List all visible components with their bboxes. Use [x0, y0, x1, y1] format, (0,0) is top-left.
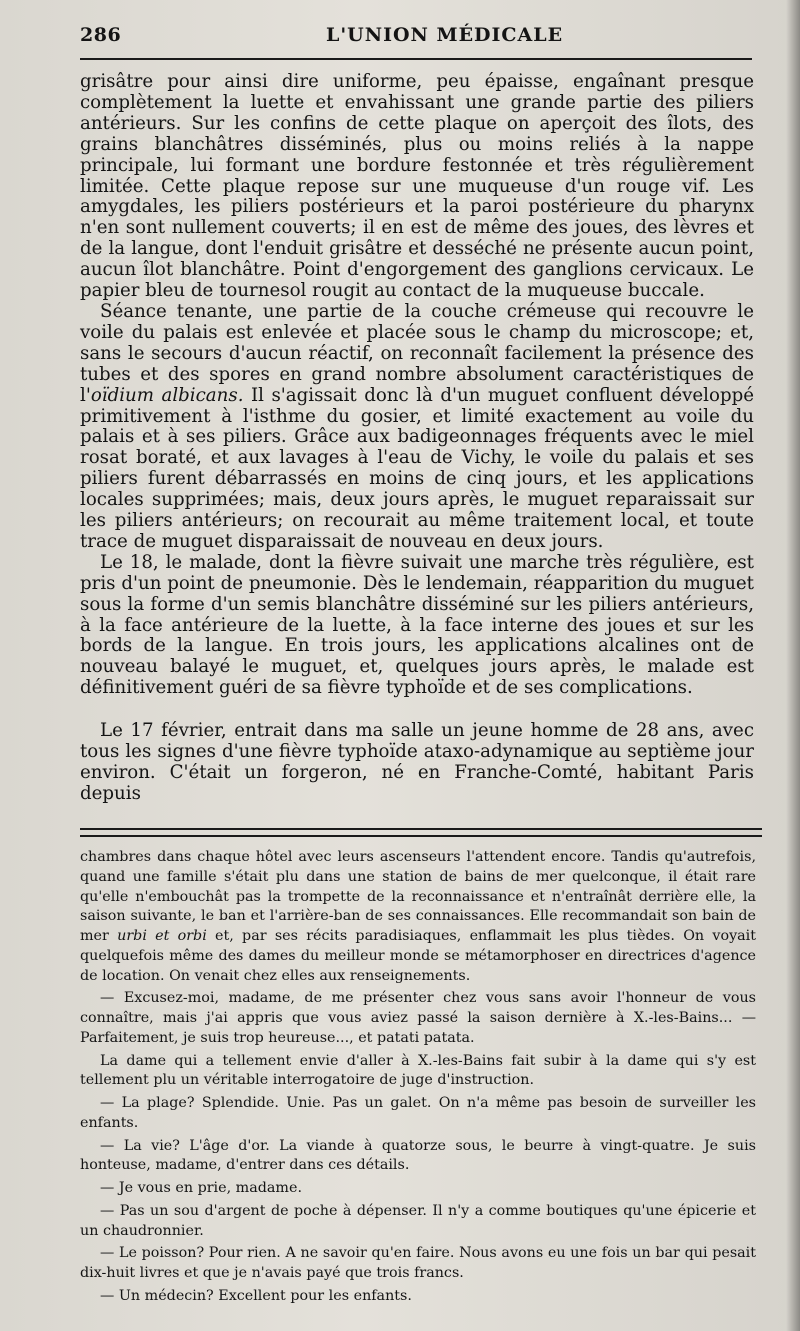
feuilleton-separator: [80, 828, 762, 837]
main-paragraph-1: grisâtre pour ainsi dire uniforme, peu épaisse, engaînant presque complètement la luette et envahissant une grande partie des piliers antérieurs. Sur les confins de cette plaque on aperçoit des îlots, des grains blanchâtres disséminés, plus ou moins reliés à la nappe principale, lui formant une bordure festonnée et très régulièrement limitée. Cette plaque repose sur une muqueuse d'un rouge vif. Les amygdales, les piliers postérieurs et la paroi postérieure du pharynx n'en sont nullement couverts; il en est de même des joues, des lèvres et de la langue, dont l'enduit grisâtre et desséché ne présente aucun point, aucun îlot blanchâtre. Point d'engorgement des ganglions cervicaux. Le papier bleu de tournesol rougit au contact de la muqueuse buccale.: [80, 71, 754, 302]
feuilleton-paragraph-1-italic: urbi et orbi: [117, 928, 207, 944]
feuilleton-paragraph-1: [80, 848, 756, 986]
page-number: 286: [80, 24, 122, 46]
feuilleton-paragraph-7: — Pas un sou d'argent de poche à dépenser. Il n'y a comme boutiques qu'une épicerie et un chaudronnier.: [80, 1202, 756, 1239]
main-paragraph-2-text-cont: Il s'agissait donc là d'un muguet confluent développé primitivement à l'isthme du gosier, et limité exactement au voile du palais et à ses piliers. Grâce aux badigeonnages fréquents avec le miel rosat boraté, et aux lavages à l'eau de Vichy, le voile du palais et ses piliers furent débarrassés en moins de cinq jours, et les applications locales supprimées; mais, deux jours après, le muguet reparaissait sur les piliers antérieurs; on recourait au même traitement local, et toute trace de muguet disparaissait de nouveau en deux jours.: [80, 384, 754, 552]
feuilleton-paragraph-1-text-cont: et, par ses récits paradisiaques, enflammait les plus tièdes. On voyait quelquefois même des dames du meilleur monde se métamorphoser en directrices d'agence de location. On venait chez elles aux renseignements.: [80, 928, 756, 984]
header-rule: [80, 58, 752, 60]
page-edge-shadow: [786, 0, 800, 1331]
running-title: L'UNION MÉDICALE: [326, 24, 564, 46]
feuilleton-paragraph-4: — La plage? Splendide. Unie. Pas un galet. On n'a même pas besoin de surveiller les enfants.: [80, 1095, 756, 1131]
feuilleton-paragraph-8: — Le poisson? Pour rien. A ne savoir qu'en faire. Nous avons eu une fois un bar qui pesait dix-huit livres et que je n'avais payé que trois francs.: [80, 1245, 756, 1281]
feuilleton-paragraph-9: — Un médecin? Excellent pour les enfants.: [100, 1287, 412, 1304]
main-paragraph-4: Le 17 février, entrait dans ma salle un jeune homme de 28 ans, avec tous les signes d'une fièvre typhoïde ataxo-adynamique au septième jour environ. C'était un forgeron, né en Franche-Comté, habitant Paris depuis: [80, 720, 754, 804]
feuilleton-section: [80, 848, 756, 1307]
page-header: [80, 18, 760, 54]
feuilleton-paragraph-3: La dame qui a tellement envie d'aller à X.-les-Bains fait subir à la dame qui s'y est tellement plu un véritable interrogatoire de juge d'instruction.: [80, 1052, 756, 1089]
feuilleton-paragraph-5: — La vie? L'âge d'or. La viande à quatorze sous, le beurre à vingt-quatre. Je suis honteuse, madame, d'entrer dans ces détails.: [80, 1137, 756, 1174]
feuilleton-paragraph-2: — Excusez-moi, madame, de me présenter chez vous sans avoir l'honneur de vous connaître, mais j'ai appris que vous aviez passé la saison dernière à X.-les-Bains... — Parfaitement, je suis trop heureuse..., et patati patata.: [80, 990, 756, 1046]
main-paragraph-2-italic: oïdium albicans.: [90, 384, 244, 406]
feuilleton-paragraph-1-text: chambres dans chaque hôtel avec leurs ascenseurs l'attendent encore. Tandis qu'autrefois, quand une famille s'était plu dans une station de bains de mer quelconque, il était rare qu'elle n'embouchât pas la trompette de la reconnaissance et n'entraînât derrière elle, la saison suivante, le ban et l'arrière-ban de ses connaissances. Elle recommandait son bain de mer: [80, 849, 756, 944]
feuilleton-paragraph-6: — Je vous en prie, madame.: [100, 1180, 302, 1196]
main-paragraph-2-text: Séance tenante, une partie de la couche crémeuse qui recouvre le voile du palais est enlevée et placée sous le champ du microscope; et, sans le secours d'aucun réactif, on reconnaît facilement la présence des tubes et des spores en grand nombre absolument caractéristiques de l': [80, 300, 754, 406]
main-paragraph-2: [80, 302, 754, 553]
main-paragraph-3: Le 18, le malade, dont la fièvre suivait une marche très régulière, est pris d'un point de pneumonie. Dès le lendemain, réapparition du muguet sous la forme d'un semis blanchâtre disséminé sur les piliers antérieurs, à la face antérieure de la luette, à la face interne des joues et sur les bords de la langue. En trois jours, les applications alcalines ont de nouveau balayé le muguet, et, quelques jours après, le malade est définitivement guéri de sa fièvre typhoïde et de ses complications.: [80, 551, 754, 699]
main-article: [80, 72, 754, 805]
